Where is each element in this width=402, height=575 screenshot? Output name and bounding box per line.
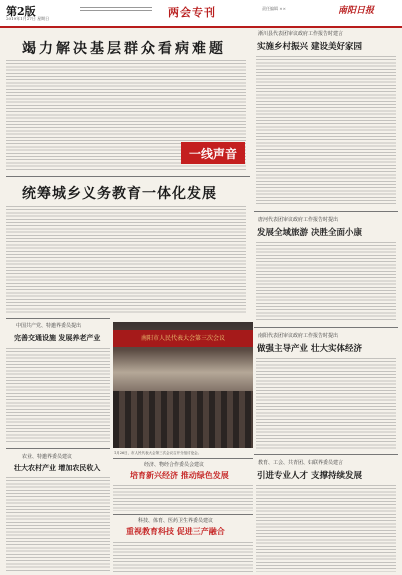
article-kicker: 南阳代表团审议政府工作报告时提出 [258, 333, 339, 339]
article-kicker: 中国共产党、特邀界委员提出 [16, 323, 82, 329]
article-kicker: 教育、工会、共青团、妇联界委员建言 [258, 460, 344, 466]
editor-line: 责任编辑 ×× [262, 6, 286, 11]
article-body [6, 477, 110, 572]
article-kicker: 农业、特邀界委员建议 [22, 454, 73, 460]
article-title: 培育新兴经济 推动绿色发展 [130, 471, 229, 480]
divider [6, 318, 110, 319]
divider [113, 458, 253, 459]
article-title: 引进专业人才 支撑持续发展 [257, 471, 362, 481]
article-title: 做强主导产业 壮大实体经济 [257, 344, 362, 354]
issue-date: 2019年1月27日 星期日 [6, 16, 50, 21]
header-rule [80, 5, 152, 11]
divider [113, 514, 253, 515]
newspaper-logo: 南阳日报 [338, 6, 375, 16]
article-body [256, 242, 396, 322]
article-title: 重视教育科技 促进三产融合 [126, 527, 225, 536]
divider [254, 211, 398, 212]
photo-caption: 1月26日，市人民代表大会第三次会议召开分组讨论会。 [114, 451, 202, 455]
meeting-photo [113, 322, 253, 448]
page-number: 第2版 [6, 5, 36, 18]
photo-seating [113, 391, 253, 448]
article-body [256, 485, 396, 572]
divider [6, 176, 250, 177]
article-body [256, 56, 396, 206]
article-body [113, 485, 253, 511]
section-title: 两会专刊 [168, 6, 216, 19]
article-title: 竭力解决基层群众看病难题 [22, 41, 226, 57]
article-kicker: 唐河代表团审议政府工作报告时提出 [258, 217, 339, 223]
article-kicker: 经济、物经合作委员会建议 [144, 462, 205, 468]
section-label-box [181, 142, 245, 164]
article-kicker: 淅川县代表团审议政府工作报告时建言 [258, 31, 344, 37]
banner-text: 南阳市人民代表大会第三次会议 [140, 335, 225, 343]
page-header [0, 0, 402, 28]
article-body [113, 542, 253, 572]
article-body [6, 348, 110, 444]
article-title: 完善交通设施 发展养老产业 [14, 334, 101, 342]
divider [6, 448, 110, 449]
article-title: 发展全域旅游 决胜全面小康 [257, 228, 362, 238]
article-body [6, 206, 246, 314]
section-label: 一线声音 [188, 146, 237, 161]
article-title: 统筹城乡义务教育一体化发展 [22, 186, 217, 202]
article-kicker: 科技、体育、医药卫生界委员建议 [138, 518, 214, 524]
divider [254, 454, 398, 455]
photo-banner [113, 330, 253, 348]
article-title: 实施乡村振兴 建设美好家园 [257, 42, 362, 52]
article-body [256, 358, 396, 450]
article-title: 壮大农村产业 增加农民收入 [14, 464, 101, 472]
divider [254, 327, 398, 328]
